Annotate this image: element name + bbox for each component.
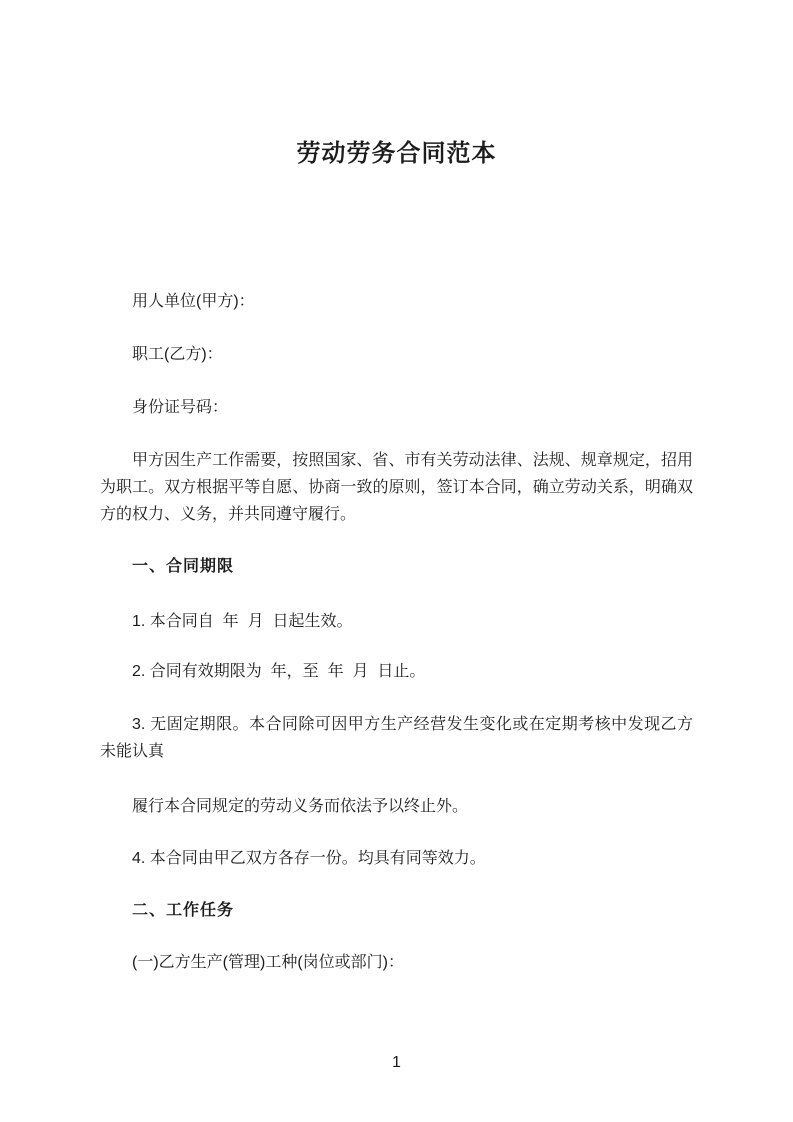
field-employer-label: 用人单位(甲方)： bbox=[132, 293, 255, 310]
clause-term-1: 1. 本合同自 年 月 日起生效。 bbox=[132, 613, 353, 630]
section-heading-work-tasks: 二、工作任务 bbox=[132, 902, 235, 919]
clause-term-4: 4. 本合同由甲乙双方各存一份。均具有同等效力。 bbox=[132, 850, 486, 867]
clause-work-task-1: (一)乙方生产(管理)工种(岗位或部门)： bbox=[132, 954, 404, 971]
field-employee-label: 职工(乙方)： bbox=[132, 346, 223, 363]
section-heading-contract-term: 一、合同期限 bbox=[132, 558, 235, 575]
document-title: 劳动劳务合同范本 bbox=[296, 140, 497, 167]
clause-term-3-continuation: 履行本合同规定的劳动义务而依法予以终止外。 bbox=[132, 798, 469, 815]
clause-term-3: 3. 无固定期限。本合同除可因甲方生产经营发生变化或在定期考核中发现乙方未能认真 bbox=[100, 716, 693, 760]
clause-term-2: 2. 合同有效期限为 年，至 年 月 日止。 bbox=[132, 663, 426, 680]
page-number: 1 bbox=[392, 1054, 401, 1071]
field-id-number-label: 身份证号码： bbox=[132, 399, 229, 416]
intro-paragraph: 甲方因生产工作需要，按照国家、省、市有关劳动法律、法规、规章规定，招用为职工。双方根据平等自愿、协商一致的原则，签订本合同，确立劳动关系，明确双方的权力、义务，并共同遵守履行。 bbox=[100, 452, 693, 523]
